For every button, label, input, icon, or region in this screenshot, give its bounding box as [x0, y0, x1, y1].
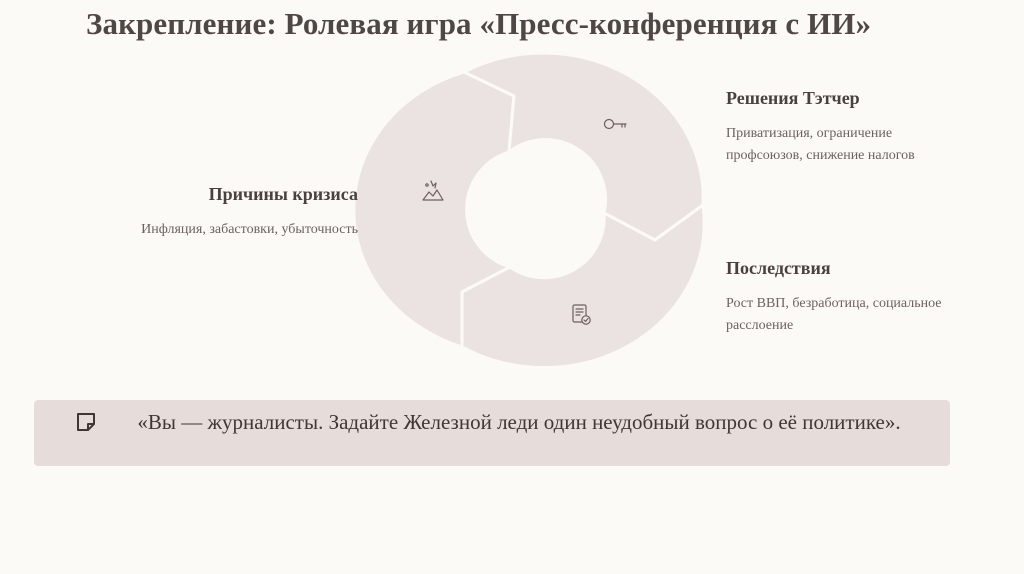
step-consequences-description: Рост ВВП, безработица, социальное расслоение — [726, 296, 942, 333]
step-decisions-heading: Решения Тэтчер — [726, 88, 860, 108]
step-consequences — [726, 258, 986, 337]
step-decisions-description: Приватизация, ограничение профсоюзов, снижение налогов — [726, 126, 915, 163]
cycle-hole — [481, 149, 601, 269]
step-causes — [108, 184, 358, 241]
sticky-note-icon — [76, 412, 96, 432]
step-decisions — [726, 88, 966, 167]
step-causes-heading: Причины кризиса — [208, 184, 358, 204]
task-note-text: «Вы — журналисты. Задайте Железной леди один неудобный вопрос о её политике». — [137, 410, 901, 434]
cycle-ring — [354, 53, 704, 368]
step-causes-description: Инфляция, забастовки, убыточность — [141, 222, 358, 237]
page-title: Закрепление: Ролевая игра «Пресс-конференция с ИИ» — [86, 6, 872, 41]
task-note — [34, 400, 950, 466]
step-consequences-heading: Последствия — [726, 258, 831, 278]
